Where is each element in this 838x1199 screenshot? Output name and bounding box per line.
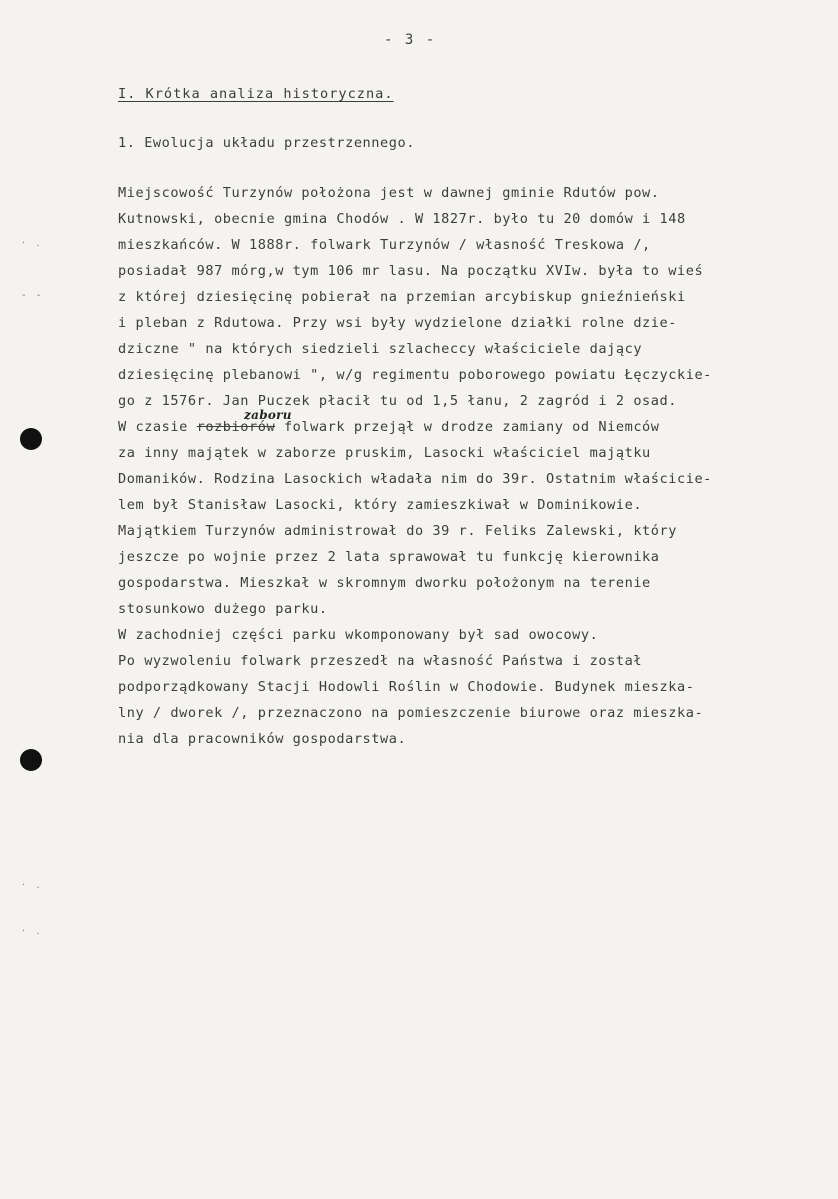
text-line: jeszcze po wojnie przez 2 lata sprawował tu funkcję kierownika — [118, 549, 660, 565]
text-line — [118, 419, 660, 435]
text-line: i pleban z Rdutowa. Przy wsi były wydzielone działki rolne dzie- — [118, 315, 677, 331]
text-line: lny / dworek /, przeznaczono na pomieszczenie biurowe oraz mieszka- — [118, 705, 704, 721]
handwritten-correction: zaboru — [244, 408, 292, 422]
text-line: lem był Stanisław Lasocki, który zamieszkiwał w Dominikowie. — [118, 497, 643, 513]
margin-mark: · . — [22, 238, 44, 249]
page-number: - 3 - — [384, 32, 437, 48]
text-fragment: W czasie — [118, 419, 197, 435]
subsection-heading: 1. Ewolucja układu przestrzennego. — [118, 135, 415, 151]
text-line: podporządkowany Stacji Hodowli Roślin w Chodowie. Budynek mieszka- — [118, 679, 695, 695]
text-line: go z 1576r. Jan Puczek płacił tu od 1,5 łanu, 2 zagród i 2 osad. — [118, 393, 677, 409]
text-line: posiadał 987 mórg,w tym 106 mr lasu. Na początku XVIw. była to wieś — [118, 263, 704, 279]
text-line: dziczne " na których siedzieli szlacheccy właściciele dający — [118, 341, 643, 357]
punch-hole — [20, 749, 42, 771]
text-line: Po wyzwoleniu folwark przeszedł na własność Państwa i został — [118, 653, 643, 669]
text-line: z której dziesięcinę pobierał na przemian arcybiskup gnieźnieński — [118, 289, 686, 305]
text-line: nia dla pracowników gospodarstwa. — [118, 731, 407, 747]
text-line: Majątkiem Turzynów administrował do 39 r. Feliks Zalewski, który — [118, 523, 677, 539]
punch-hole — [20, 428, 42, 450]
text-fragment: folwark przejął w drodze zamiany od Niemców — [275, 419, 660, 435]
section-heading: I. Krótka analiza historyczna. — [118, 86, 394, 102]
text-line: Kutnowski, obecnie gmina Chodów . W 1827r. było tu 20 domów i 148 — [118, 211, 686, 227]
text-line: stosunkowo dużego parku. — [118, 601, 328, 617]
text-line: mieszkańców. W 1888r. folwark Turzynów / własność Treskowa /, — [118, 237, 651, 253]
text-line: gospodarstwa. Mieszkał w skromnym dworku położonym na terenie — [118, 575, 651, 591]
text-line: W zachodniej części parku wkomponowany był sad owocowy. — [118, 627, 599, 643]
margin-mark: - - — [22, 290, 45, 301]
text-line: Domaników. Rodzina Lasockich władała nim do 39r. Ostatnim właścicie- — [118, 471, 712, 487]
struck-word: rozbiorów — [196, 419, 276, 435]
text-line: dziesięcinę plebanowi ", w/g regimentu poborowego powiatu Łęczyckie- — [118, 367, 712, 383]
margin-mark: · . — [22, 926, 44, 937]
margin-mark: · . — [22, 880, 44, 891]
text-line: Miejscowość Turzynów położona jest w dawnej gminie Rdutów pow. — [118, 185, 660, 201]
text-line: za inny majątek w zaborze pruskim, Lasocki właściciel majątku — [118, 445, 651, 461]
